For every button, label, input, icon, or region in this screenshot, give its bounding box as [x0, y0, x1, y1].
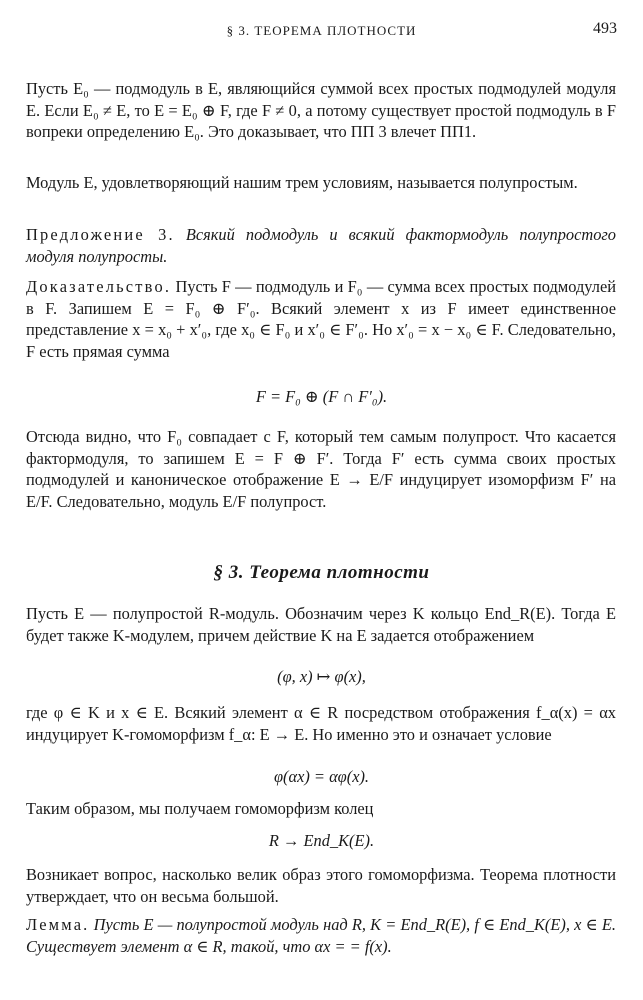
proof-paragraph: [26, 276, 616, 362]
paragraph-1: Пусть E₀ — подмодуль в E, являющийся суммой всех простых подмодулей модуля E. Если E₀ ≠ E, то E = E₀ ⊕ F, где F ≠ 0, а потому существует простой подмодуль в F вопреки определению E₀. Это доказывает, что ПП 3 влечет ПП1.: [26, 79, 616, 141]
lemma-statement: Пусть E — полупростой модуль над R, K = End_R(E), f ∈ End_K(E), x ∈ E. Существует элемент α ∈ R, такой, что αx = = f(x).: [26, 915, 616, 956]
proposition-3: [26, 224, 616, 267]
proof-label: Доказательство.: [26, 277, 172, 296]
paragraph-5: где φ ∈ K и x ∈ E. Всякий элемент α ∈ R посредством отображения f_α(x) = αx индуцирует K-гомоморфизм f_α: E → E. Но именно это и означает условие: [26, 703, 616, 744]
proof-text: Пусть F — подмодуль и F₀ — сумма всех простых подмодулей в F. Запишем E = F₀ ⊕ F′₀. Всякий элемент x из F имеет единственное представление x = x₀ + x′₀, где x₀ ∈ F₀ и x′₀ ∈ F′₀. Но x′₀ = x − x₀ ∈ F. Следовательно, F есть прямая сумма: [26, 277, 616, 361]
lemma: [26, 914, 616, 957]
equation-action-map: (φ, x) ↦ φ(x),: [277, 667, 366, 686]
paragraph-2: Модуль E, удовлетворяющий нашим трем условиям, называется полупростым.: [26, 173, 578, 192]
equation-condition: φ(αx) = αφ(x).: [273, 767, 370, 786]
lemma-label: Лемма.: [26, 915, 90, 934]
page-number: 493: [593, 20, 617, 37]
equation-ring-homomorphism: R → End_K(E).: [268, 831, 375, 850]
paragraph-6: Таким образом, мы получаем гомоморфизм колец: [26, 799, 374, 818]
paragraph-4: Пусть E — полупростой R-модуль. Обозначим через K кольцо End_R(E). Тогда E будет также K-модулем, причем действие K на E задается отображением: [26, 604, 616, 645]
proposition-label: Предложение 3.: [26, 225, 175, 244]
running-header: § 3. ТЕОРЕМА ПЛОТНОСТИ: [226, 23, 417, 38]
paragraph-3: Отсюда видно, что F₀ совпадает с F, который тем самым полупрост. Что касается фактормодуля, то запишем E = F ⊕ F′. Тогда F′ есть сумма своих простых подмодулей и каноническое отображение E → E/F индуцирует изоморфизм F′ на E/F. Следовательно, модуль E/F полупрост.: [26, 427, 616, 511]
proposition-statement: Всякий подмодуль и всякий фактормодуль полупростого модуля полупросты.: [26, 225, 616, 266]
paragraph-7: Возникает вопрос, насколько велик образ этого гомоморфизма. Теорема плотности утверждает, что он весьма большой.: [26, 865, 616, 906]
equation-direct-sum: F = F₀ ⊕ (F ∩ F′₀).: [255, 387, 388, 406]
section-heading: § 3. Теорема плотности: [213, 562, 430, 583]
